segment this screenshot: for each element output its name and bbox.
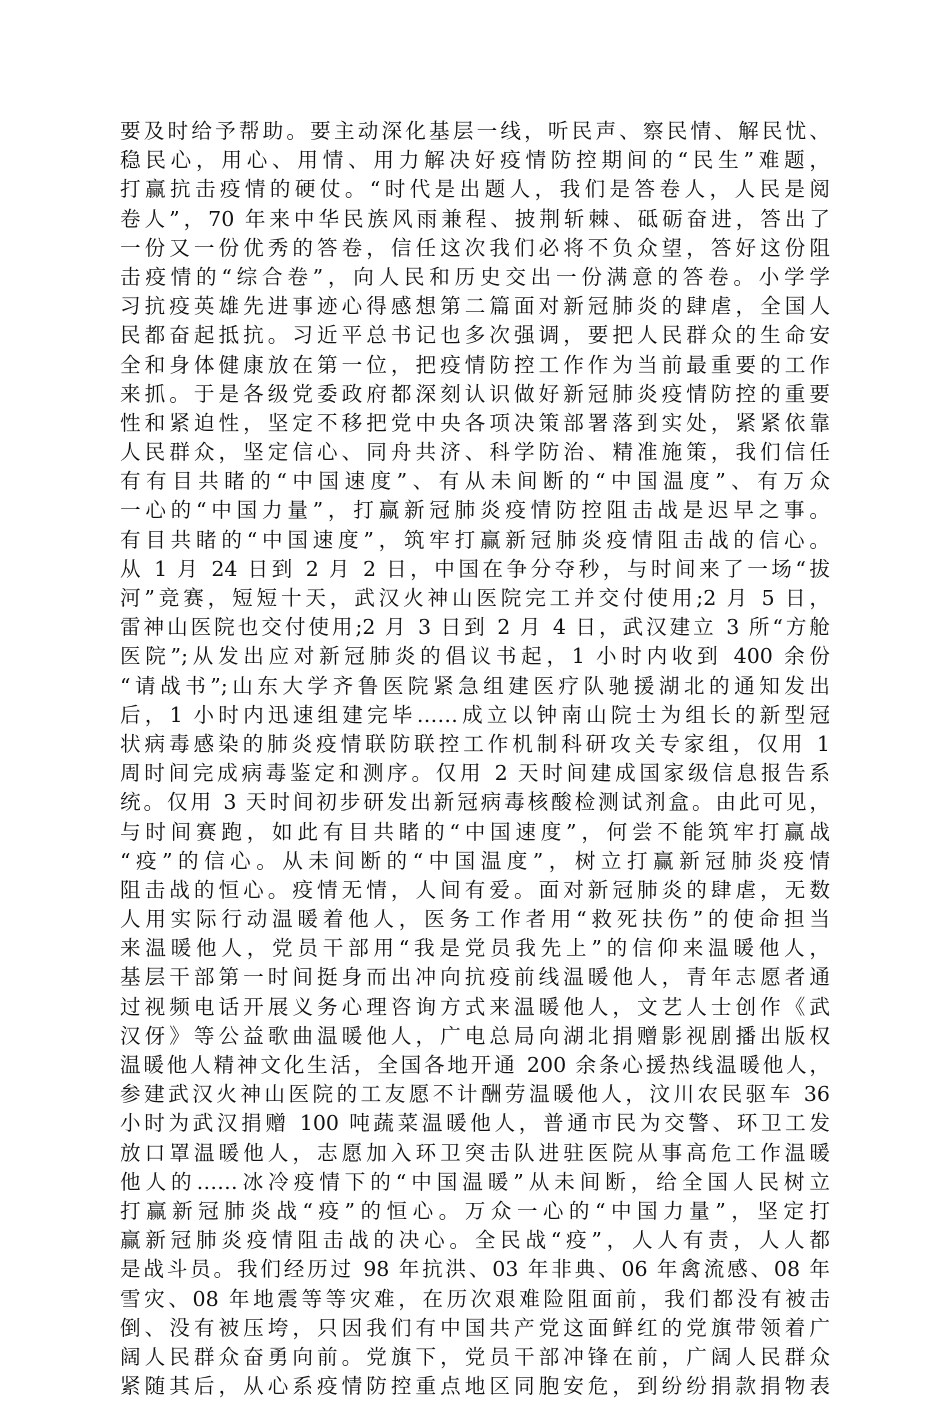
- body-paragraph: [120, 117, 830, 1401]
- text-line: 紧随其后，从心系疫情防控重点地区同胞安危，到纷纷捐款捐物表: [120, 1374, 830, 1399]
- text-line: 后，1 小时内迅速组建完毕……成立以钟南山院士为组长的新型冠: [120, 702, 830, 727]
- text-line: 阻击战的恒心。疫情无情，人间有爱。面对新冠肺炎的肆虐，无数: [120, 877, 830, 902]
- text-line: 小时为武汉捐赠 100 吨蔬菜温暖他人，普通市民为交警、环卫工发: [120, 1111, 830, 1136]
- text-line: 有有目共睹的“中国速度”、有从未间断的“中国温度”、有万众: [120, 469, 830, 494]
- text-line: 与时间赛跑，如此有目共睹的“中国速度”，何尝不能筑牢打赢战: [120, 819, 830, 844]
- text-line: 阔人民群众奋勇向前。党旗下，党员干部冲锋在前，广阔人民群众: [120, 1344, 830, 1369]
- text-line: 河”竞赛，短短十天，武汉火神山医院完工并交付使用;2 月 5 日，: [120, 586, 830, 610]
- text-line: 温暖他人精神文化生活，全国各地开通 200 余条心援热线温暖他人，: [120, 1053, 830, 1077]
- text-line: 习抗疫英雄先进事迹心得感想第二篇面对新冠肺炎的肆虐，全国人: [120, 294, 830, 319]
- text-line: 状病毒感染的肺炎疫情联防联控工作机制科研攻关专家组，仅用 1: [120, 731, 830, 756]
- text-line: 过视频电话开展义务心理咨询方式来温暖他人，文艺人士创作《武: [120, 994, 830, 1019]
- text-line: 来温暖他人，党员干部用“我是党员我先上”的信仰来温暖他人，: [120, 936, 830, 961]
- text-line: 基层干部第一时间挺身而出冲向抗疫前线温暖他人，青年志愿者通: [120, 965, 830, 990]
- text-line: 汉伢》等公益歌曲温暖他人，广电总局向湖北捐赠影视剧播出版权: [120, 1023, 830, 1048]
- text-line: 从 1 月 24 日到 2 月 2 日，中国在争分夺秒，与时间来了一场“拔: [120, 556, 830, 581]
- text-line: 人民群众，坚定信心、同舟共济、科学防治、精准施策，我们信任: [120, 440, 830, 465]
- text-line: 雪灾、08 年地震等等灾难，在历次艰难险阻面前，我们都没有被击: [120, 1286, 830, 1311]
- text-line: 全和身体健康放在第一位，把疫情防控工作作为当前最重要的工作: [120, 352, 830, 377]
- text-line: 来抓。于是各级党委政府都深刻认识做好新冠肺炎疫情防控的重要: [120, 381, 830, 406]
- text-line: 打赢抗击疫情的硬仗。“时代是出题人，我们是答卷人，人民是阅: [120, 177, 830, 202]
- text-line: 赢新冠肺炎疫情阻击战的决心。全民战“疫”，人人有责，人人都: [120, 1228, 830, 1253]
- text-line: 医院”;从发出应对新冠肺炎的倡议书起，1 小时内收到 400 余份: [120, 644, 830, 669]
- text-line: 要及时给予帮助。要主动深化基层一线，听民声、察民情、解民忧、: [120, 119, 830, 143]
- text-line: 一心的“中国力量”，打赢新冠肺炎疫情防控阻击战是迟早之事。: [120, 498, 830, 523]
- text-line: 是战斗员。我们经历过 98 年抗洪、03 年非典、06 年禽流感、08 年: [120, 1257, 830, 1282]
- text-line: “疫”的信心。从未间断的“中国温度”，树立打赢新冠肺炎疫情: [120, 848, 830, 873]
- text-line: 放口罩温暖他人，志愿加入环卫突击队进驻医院从事高危工作温暖: [120, 1140, 830, 1165]
- text-line: 卷人”，70 年来中华民族风雨兼程、披荆斩棘、砥砺奋进，答出了: [120, 206, 830, 231]
- text-line: 他人的……冰冷疫情下的“中国温暖”从未间断，给全国人民树立: [120, 1169, 830, 1194]
- text-line: 周时间完成病毒鉴定和测序。仅用 2 天时间建成国家级信息报告系: [120, 761, 830, 786]
- text-line: 击疫情的“综合卷”，向人民和历史交出一份满意的答卷。小学学: [120, 264, 830, 289]
- text-line: 倒、没有被压垮，只因我们有中国共产党这面鲜红的党旗带领着广: [120, 1315, 830, 1340]
- text-line: 民都奋起抵抗。习近平总书记也多次强调，要把人民群众的生命安: [120, 323, 830, 348]
- text-line: 打赢新冠肺炎战“疫”的恒心。万众一心的“中国力量”，坚定打: [120, 1198, 830, 1223]
- text-line: 一份又一份优秀的答卷，信任这次我们必将不负众望，答好这份阻: [120, 235, 830, 260]
- text-line: 参建武汉火神山医院的工友愿不计酬劳温暖他人，汶川农民驱车 36: [120, 1082, 830, 1107]
- text-line: 统。仅用 3 天时间初步研发出新冠病毒核酸检测试剂盒。由此可见，: [120, 790, 830, 815]
- text-line: 人用实际行动温暖着他人，医务工作者用“救死扶伤”的使命担当: [120, 907, 830, 932]
- text-line: 有目共睹的“中国速度”，筑牢打赢新冠肺炎疫情阻击战的信心。: [120, 527, 830, 552]
- text-line: 稳民心，用心、用情、用力解决好疫情防控期间的“民生”难题，: [120, 148, 830, 173]
- text-line: 性和紧迫性，坚定不移把党中央各项决策部署落到实处，紧紧依靠: [120, 410, 830, 435]
- text-line: “请战书”;山东大学齐鲁医院紧急组建医疗队驰援湖北的通知发出: [120, 673, 830, 698]
- text-line: 雷神山医院也交付使用;2 月 3 日到 2 月 4 日，武汉建立 3 所“方舱: [120, 615, 830, 640]
